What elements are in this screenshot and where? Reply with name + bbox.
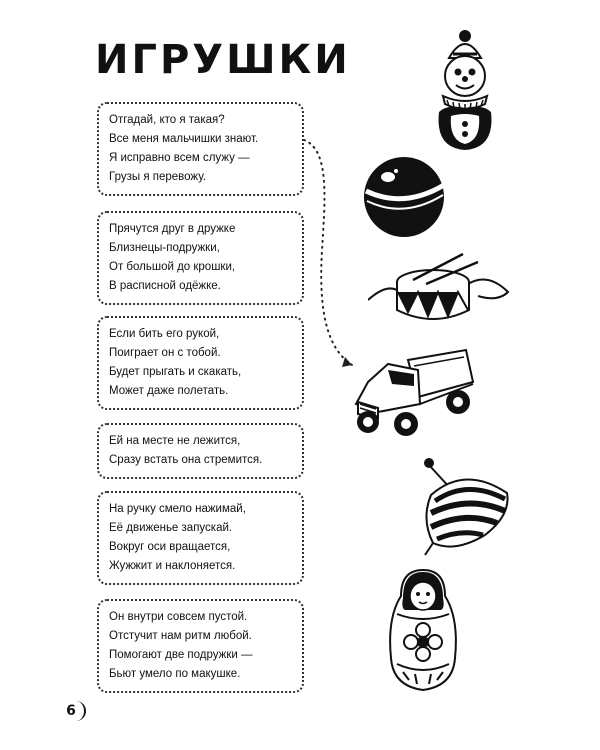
page-title: ИГРУШКИ [95,37,351,83]
riddle-line: Поиграет он с тобой. [109,347,221,359]
riddle-line: Все меня мальчишки знают. [109,133,259,145]
riddle-line: Близнецы-подружки, [109,242,220,254]
riddle-line: Ей на месте не лежится, [109,435,241,447]
riddle-line: Жужжит и наклоняется. [109,560,236,572]
matryoshka-icon [383,568,463,693]
riddle-line: Если бить его рукой, [109,328,220,340]
riddle-line: Будет прыгать и скакать, [109,366,242,378]
ball-icon [362,155,447,240]
spinning-top-icon [415,455,515,560]
roly-poly-icon [425,28,505,153]
page-number: 6 [60,697,82,725]
riddle-line: Может даже полетать. [109,385,229,397]
riddle-line: От большой до крошки, [109,261,236,273]
riddle-line: Грузы я перевожу. [109,171,207,183]
riddle-line: Прячутся друг в дружке [109,223,236,235]
riddle-line: В расписной одёжке. [109,280,221,292]
riddle-line: Я исправно всем служу — [109,152,250,164]
riddle-line: Он внутри совсем пустой. [109,611,248,623]
riddle-line: Отстучит нам ритм любой. [109,630,252,642]
riddle-line: Отгадай, кто я такая? [109,114,225,126]
riddle-line: Сразу встать она стремится. [109,454,263,466]
riddle-line: Её движенье запускай. [109,522,233,534]
truck-icon [348,342,488,442]
riddle-line: На ручку смело нажимай, [109,503,246,515]
drum-icon [368,252,513,327]
riddle-line: Бьют умело по макушке. [109,668,241,680]
riddle-line: Вокруг оси вращается, [109,541,231,553]
riddle-line: Помогают две подружки — [109,649,253,661]
